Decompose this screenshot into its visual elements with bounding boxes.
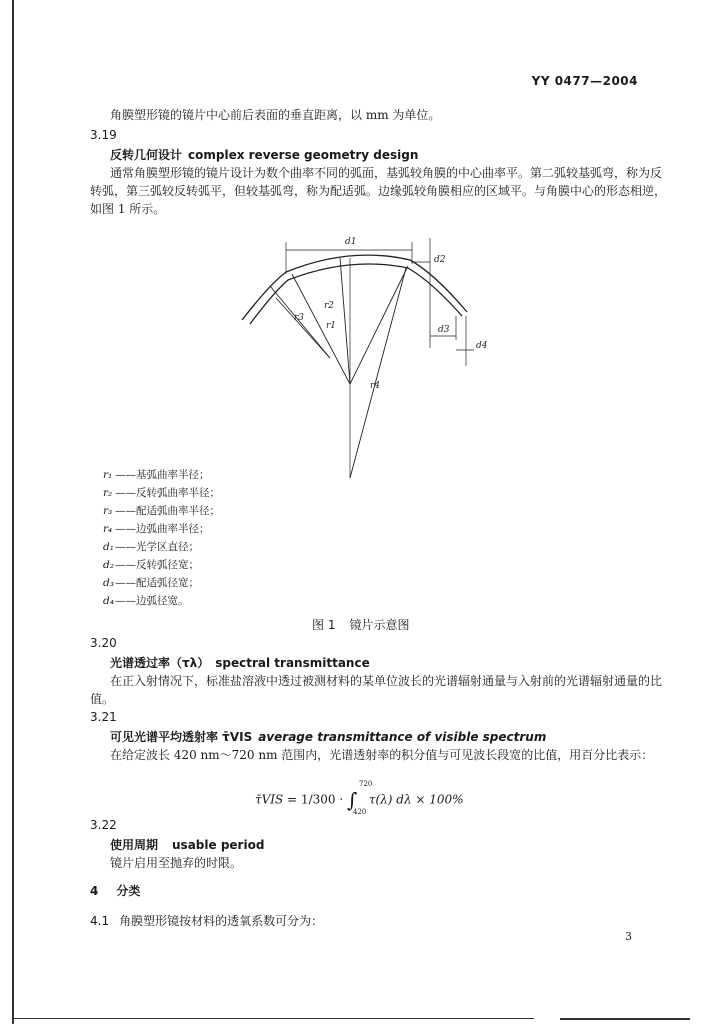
term-3-22: 使用周期 usable period <box>110 838 265 852</box>
standard-code: YY 0477—2004 <box>531 74 638 88</box>
legend-item: r₁ ——基弧曲率半径； <box>103 469 210 481</box>
body-3-22: 镜片启用至抛弃的时限。 <box>110 856 243 870</box>
label-d1: d1 <box>345 237 357 247</box>
term-en: complex reverse geometry design <box>188 148 419 162</box>
page-number: 3 <box>625 930 632 943</box>
r6-line <box>350 268 406 478</box>
legend-item: d₄——边弧径宽。 <box>103 595 189 607</box>
r5-line <box>276 298 330 358</box>
label-r3: r3 <box>294 313 305 323</box>
section-number-3-19: 3.19 <box>90 128 117 142</box>
caption-label: 图 1 <box>312 618 336 632</box>
r4-line <box>292 274 350 384</box>
scan-bottom-line <box>560 1018 690 1020</box>
section-number-3-20: 3.20 <box>90 636 117 650</box>
legend-item: r₄ ——边弧曲率半径； <box>103 523 210 535</box>
legend-item: d₃——配适弧径宽； <box>103 577 199 589</box>
term-3-20: 光谱透过率（τλ） spectral transmittance <box>110 656 370 670</box>
legend-item: r₃ ——配适弧曲率半径； <box>103 505 220 517</box>
intro-line: 角膜塑形镜的镜片中心前后表面的垂直距离，以 mm 为单位。 <box>110 108 441 122</box>
section-4-heading: 4 分类 <box>90 884 141 898</box>
label-d3: d3 <box>438 325 450 335</box>
lens-diagram <box>230 228 500 478</box>
scan-bottom-line <box>14 1018 534 1019</box>
label-r4: r4 <box>370 381 381 391</box>
scan-edge-line <box>12 0 14 1024</box>
section-number-3-22: 3.22 <box>90 818 117 832</box>
body-3-20: 在正入射情况下，标准盐溶液中透过被测材料的某单位波长的光谱辐射通量与入射前的光谱辐射通量的比值。 <box>90 674 663 706</box>
section-number-3-21: 3.21 <box>90 710 117 724</box>
formula-tau-vis: τ̄VIS = 1/300 · ∫ 720 420 τ(λ) dλ × 100% <box>255 780 464 816</box>
figure-caption <box>312 616 409 633</box>
term-3-19 <box>110 146 418 163</box>
label-d2: d2 <box>434 255 446 265</box>
term-3-21: 可见光谱平均透射率 τ̄VIS average transmittance of visible spectrum <box>110 730 547 744</box>
label-d4: d4 <box>476 341 488 351</box>
label-r2: r2 <box>324 301 335 311</box>
legend-item: d₂——反转弧径宽； <box>103 559 199 571</box>
legend-item: d₁——光学区直径； <box>103 541 199 553</box>
body-3-19: 通常角膜塑形镜的镜片设计为数个曲率不同的弧面，基弧较角膜的中心曲率平。第二弧较基弧弯，称为反转弧，第三弧较反转弧平，但较基弧弯，称为配适弧。边缘弧较角膜相应的区域平。与角膜中心的形态相逆，如图 1 所示。 <box>90 166 667 216</box>
integral-sign: ∫ 720 420 <box>347 780 373 816</box>
body-3-21: 在给定波长 420 nm～720 nm 范围内，光谱透射率的积分值与可见波长段宽的比值，用百分比表示： <box>110 748 654 762</box>
r1-line <box>340 258 350 384</box>
r2-line <box>350 266 408 384</box>
label-r1: r1 <box>326 321 337 331</box>
caption-text: 镜片示意图 <box>349 618 410 632</box>
legend-item: r₂ ——反转弧曲率半径； <box>103 487 220 499</box>
section-4-1: 4.1 角膜塑形镜按材料的透氧系数可分为： <box>90 914 324 928</box>
term-cn: 反转几何设计 <box>110 148 183 162</box>
figure-legend <box>103 466 220 610</box>
